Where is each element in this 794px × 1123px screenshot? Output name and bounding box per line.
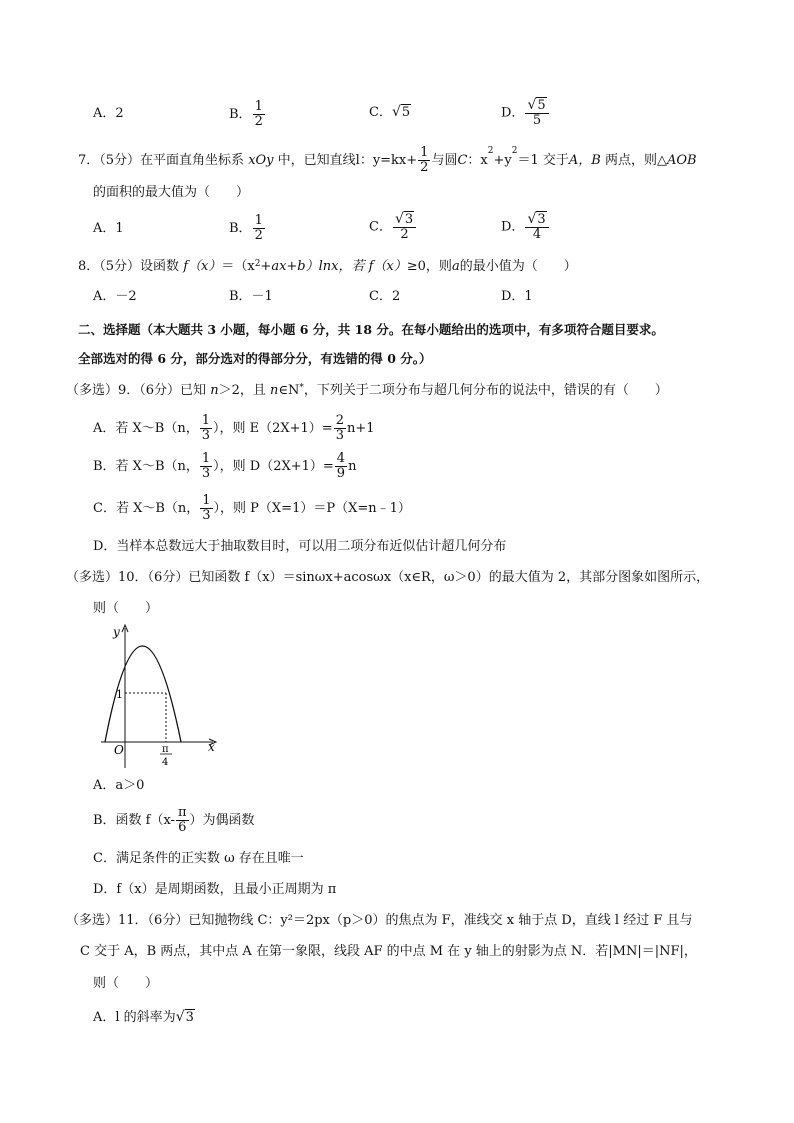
x-tick-numerator: π (162, 744, 169, 755)
q9-option-b: B．若 X～B（n， $\frac{1}{3}$ ），则 D（2X+1）= $\frac{4}{9}$ n (93, 451, 357, 481)
q11-stem: （多选）11．（6分）已知抛物线 C：y²＝2px（p＞0）的焦点为 F，准线交 x 轴于点 D，直线 l 经过 F 且与 (66, 913, 693, 928)
q10-option-a: A．a＞0 (93, 778, 145, 793)
q6-option-a: A．2 (93, 106, 124, 121)
q8-option-a: A．－2 (93, 289, 137, 304)
q9-option-d: D．当样本总数远大于抽取数目时，可以用二项分布近似估计超几何分布 (93, 539, 507, 554)
q9-stem: （多选）9．（6分）已知 n＞2，且 n∈N*，下列关于二项分布与超几何分布的说法中，错误的有（ ） (66, 383, 668, 398)
x-tick-denominator: 4 (162, 757, 169, 768)
q6-option-d: D． $\frac{√5}{5}$ (501, 98, 550, 128)
x-axis-label: x (208, 740, 215, 754)
q7-stem: 7．（5分）在平面直角坐标系 xOy 中，已知直线l：y=kx+ $\frac{1}{2}$ 与圆C：$x^2+y^2=1$ 交于A，B 两点，则△AOB (78, 145, 697, 175)
q10-stem: （多选）10．（6分）已知函数 f（x）＝sinωx+acosωx（x∈R，ω＞0）的最大值为 2，其部分图象如图所示， (66, 570, 710, 585)
q9-option-c: C．若 X～B（n， $\frac{1}{3}$ ），则 P（X=1）＝P（X=n﹣1） (93, 493, 411, 523)
q11-stem-line3: 则（ ） (93, 976, 159, 991)
q8-option-c: C．2 (369, 289, 401, 304)
q7-option-d: D． $\frac{√3}{4}$ (501, 212, 550, 242)
q6-option-b: B． $\frac{1}{2}$ (229, 99, 263, 129)
q11-stem-line2: C 交于 A，B 两点，其中点 A 在第一象限，线段 AF 的中点 M 在 y 轴上的射影为点 N．若|MN|＝|NF|， (80, 944, 697, 959)
q7-option-c: C． $\frac{√3}{2}$ (369, 212, 417, 242)
q9-option-a: A．若 X～B（n， $\frac{1}{3}$ ），则 E（2X+1）= $\frac{2}{3}$ n+1 (93, 413, 375, 443)
section2-header-line2: 全部选对的得 6 分，部分选对的得部分分，有选错的得 0 分。） (78, 351, 432, 366)
q10-option-d: D．f（x）是周期函数，且最小正周期为 π (93, 882, 337, 897)
section2-header: 二、选择题（本大题共 3 小题，每小题 6 分，共 18 分。在每小题给出的选项中，有多项符合题目要求。 (78, 322, 664, 337)
q8-option-b: B．－1 (229, 289, 273, 304)
q10-option-b: B．函数 f（x- $\frac{\pi}{6}$ ）为偶函数 (93, 805, 255, 835)
q10-option-c: C．满足条件的正实数 ω 存在且唯一 (93, 851, 304, 866)
q6-option-c: C．√5 (369, 104, 411, 120)
q8-stem: 8．（5分）设函数 $f(x)=(x^2+ax+b)\ln x$，若 f（x）≥0，则a的最小值为（ ） (78, 259, 577, 274)
q7-option-b: B． $\frac{1}{2}$ (229, 213, 263, 243)
q8-option-d: D．1 (501, 289, 533, 304)
q7-option-a: A．1 (93, 221, 124, 236)
q10-stem-line2: 则（ ） (93, 601, 159, 616)
q10-function-graph (95, 620, 225, 772)
q7-stem-line2: 的面积的最大值为（ ） (93, 185, 250, 200)
q11-option-a: A．l 的斜率为√3 (93, 1009, 194, 1025)
y-axis-label: y (113, 625, 120, 639)
origin-label: O (114, 743, 124, 757)
y-tick-label: 1 (116, 688, 123, 701)
